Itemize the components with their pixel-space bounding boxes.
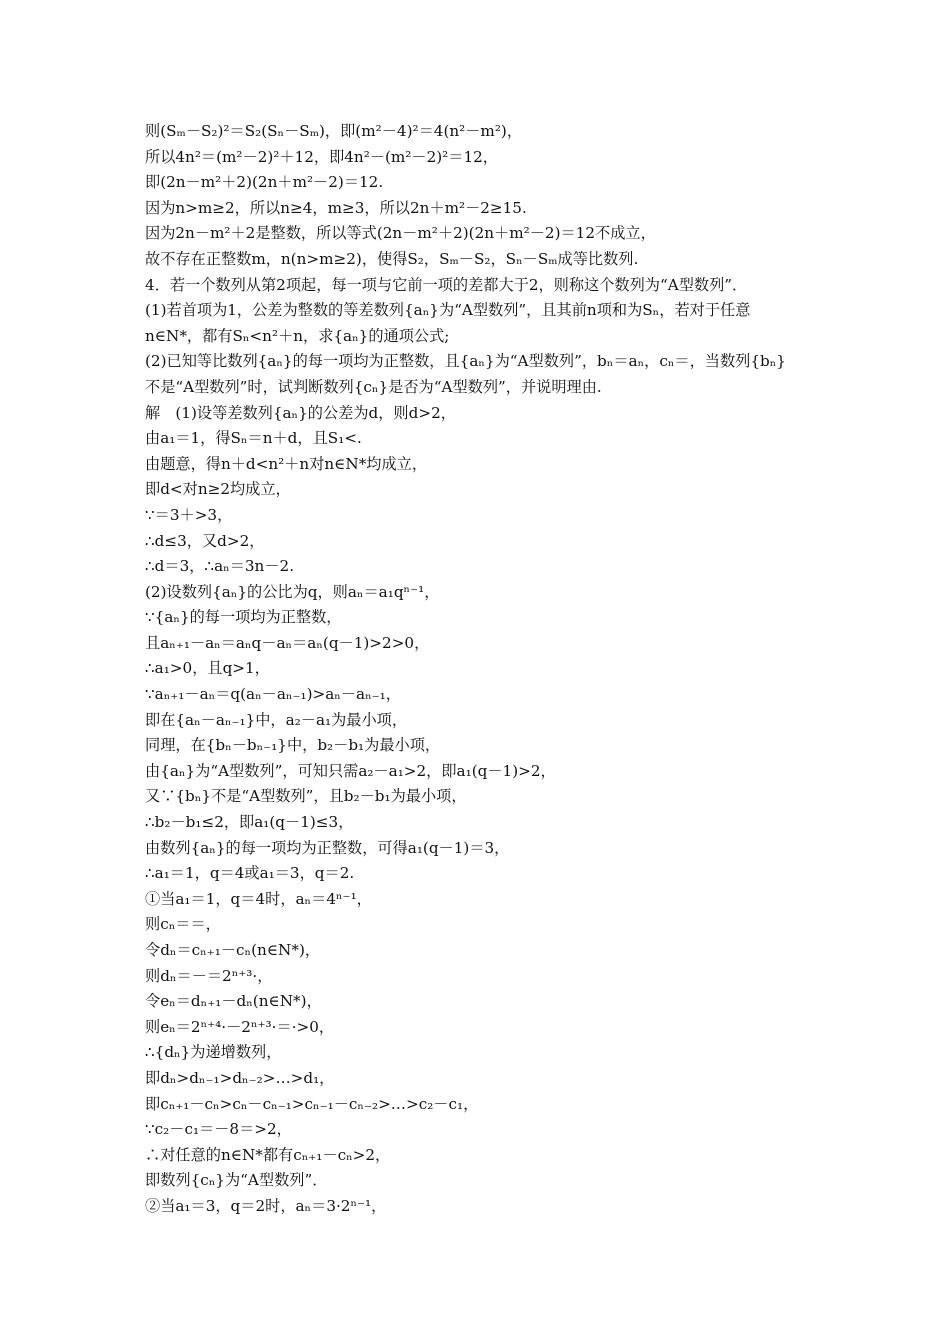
text-line: (2)已知等比数列{aₙ}的每一项均为正整数，且{aₙ}为“A型数列”，bₙ＝aₙ，cₙ＝，当数列{bₙ} xyxy=(145,352,786,371)
text-line: 由{aₙ}为“A型数列”，可知只需a₂－a₁>2，即a₁(q－1)>2， xyxy=(145,761,556,780)
text-line: 因为n>m≥2，所以n≥4，m≥3，所以2n＋m²－2≥15. xyxy=(145,198,527,217)
text-line: 即dₙ>dₙ₋₁>dₙ₋₂>…>d₁， xyxy=(145,1068,335,1087)
text-line: 由数列{aₙ}的每一项均为正整数，可得a₁(q－1)＝3， xyxy=(145,838,510,857)
text-line: ∴对任意的n∈N*都有cₙ₊₁－cₙ>2， xyxy=(145,1145,391,1164)
text-line: ∴d≤3，又d>2， xyxy=(145,531,265,550)
text-line: 即d<对n≥2均成立， xyxy=(145,480,291,499)
text-line: ①当a₁＝1，q＝4时，aₙ＝4ⁿ⁻¹， xyxy=(145,889,372,908)
text-line: ②当a₁＝3，q＝2时，aₙ＝3·2ⁿ⁻¹， xyxy=(145,1196,387,1215)
problem-4-heading: 4．若一个数列从第2项起，每一项与它前一项的差都大于2，则称这个数列为“A型数列”． xyxy=(145,275,748,294)
text-line: ∵c₂－c₁＝－8＝>2， xyxy=(145,1120,292,1139)
text-line: ∴b₂－b₁≤2，即a₁(q－1)≤3， xyxy=(145,813,354,832)
text-line: 即cₙ₊₁－cₙ>cₙ－cₙ₋₁>cₙ₋₁－cₙ₋₂>…>c₂－c₁， xyxy=(145,1094,479,1113)
text-line: 则(Sₘ－S₂)²＝S₂(Sₙ－Sₘ)，即(m²－4)²＝4(n²－m²)， xyxy=(145,122,523,140)
text-line: ∴d＝3，∴aₙ＝3n－2. xyxy=(145,557,295,576)
text-line: 令dₙ＝cₙ₊₁－cₙ(n∈N*)， xyxy=(145,941,321,959)
text-line: ∴a₁>0，且q>1， xyxy=(145,659,270,678)
text-line: 即(2n－m²＋2)(2n＋m²－2)＝12. xyxy=(145,173,384,192)
text-line: ∵＝3＋>3， xyxy=(145,505,233,524)
text-line: ∵aₙ₊₁－aₙ＝q(aₙ－aₙ₋₁)>aₙ－aₙ₋₁， xyxy=(145,685,401,704)
text-line: 则cₙ＝＝， xyxy=(145,915,221,934)
text-line: ∴a₁＝1，q＝4或a₁＝3，q＝2. xyxy=(145,864,355,883)
text-line: 由a₁＝1，得Sₙ＝n＋d，且S₁<. xyxy=(145,429,362,448)
text-line: 则eₙ＝2ⁿ⁺⁴·－2ⁿ⁺³·＝·>0， xyxy=(145,1017,335,1036)
text-line: 同理，在{bₙ－bₙ₋₁}中，b₂－b₁为最小项， xyxy=(145,736,441,755)
text-line: 又∵{bₙ}不是“A型数列”，且b₂－b₁为最小项， xyxy=(145,787,467,806)
text-line: 所以4n²＝(m²－2)²＋12，即4n²－(m²－2)²＝12， xyxy=(145,147,498,166)
text-line: 则dₙ＝－＝2ⁿ⁺³·， xyxy=(145,966,273,985)
text-line: (1)若首项为1，公差为整数的等差数列{aₙ}为“A型数列”，且其前n项和为Sₙ，若对于任意 xyxy=(145,301,751,320)
text-line: 因为2n－m²＋2是整数，所以等式(2n－m²＋2)(2n＋m²－2)＝12不成立， xyxy=(145,224,656,243)
text-line: 不是“A型数列”时，试判断数列{cₙ}是否为“A型数列”，并说明理由. xyxy=(145,377,602,396)
text-line: (2)设数列{aₙ}的公比为q，则aₙ＝a₁qⁿ⁻¹， xyxy=(145,582,440,601)
text-line: 由题意，得n＋d<n²＋n对n∈N*均成立， xyxy=(145,454,428,473)
text-line: 故不存在正整数m，n(n>m≥2)，使得S₂，Sₘ－S₂，Sₙ－Sₘ成等比数列. xyxy=(145,249,639,268)
text-line: 即数列{cₙ}为“A型数列”． xyxy=(145,1171,328,1190)
text-line: 令eₙ＝dₙ₊₁－dₙ(n∈N*)， xyxy=(145,992,322,1011)
text-line: n∈N*，都有Sₙ<n²＋n，求{aₙ}的通项公式; xyxy=(145,326,450,345)
solution-start: 解 (1)设等差数列{aₙ}的公差为d，则d>2， xyxy=(145,403,456,422)
text-line: 且aₙ₊₁－aₙ＝aₙq－aₙ＝aₙ(q－1)>2>0， xyxy=(145,633,430,652)
text-line: ∵{aₙ}的每一项均为正整数， xyxy=(145,608,342,627)
text-line: ∴{dₙ}为递增数列， xyxy=(145,1043,282,1062)
solution-text xyxy=(145,119,825,1220)
text-line: 即在{aₙ－aₙ₋₁}中，a₂－a₁为最小项， xyxy=(145,710,408,729)
